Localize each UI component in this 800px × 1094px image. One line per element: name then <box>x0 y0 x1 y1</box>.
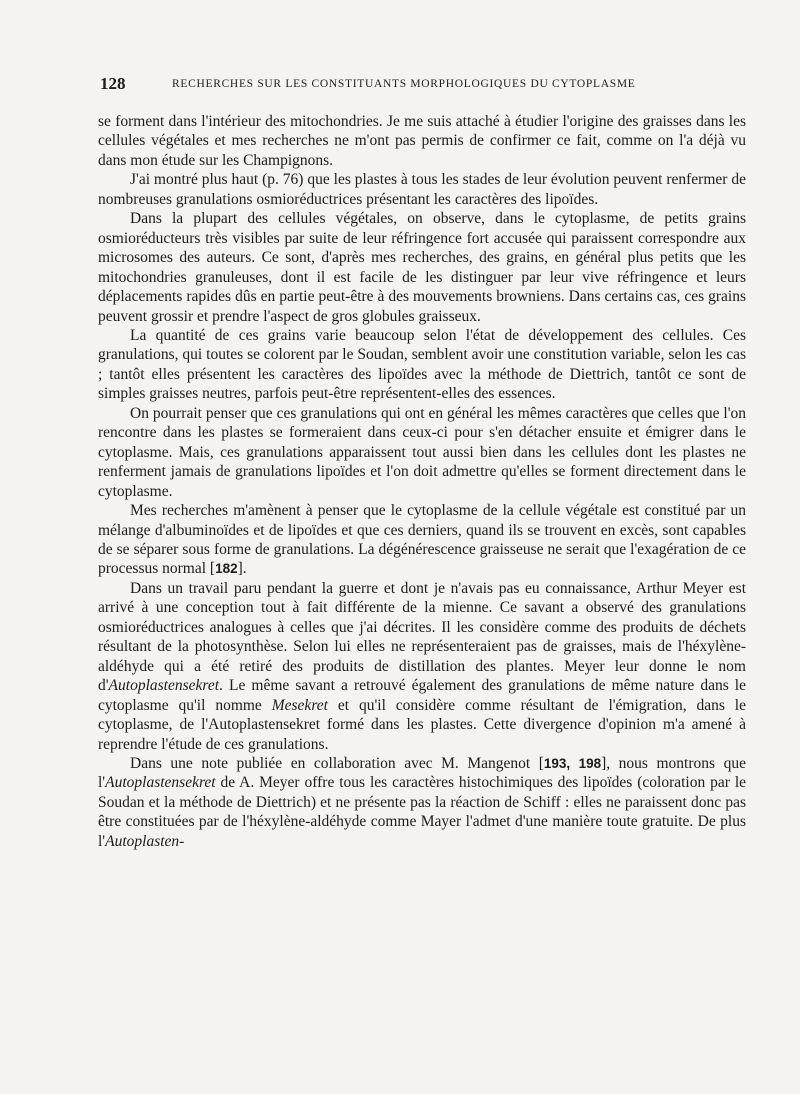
paragraph: La quantité de ces grains varie beaucoup selon l'état de développement des cellules. Ces granulations, qui toutes se colorent par le Soudan, semblent avoir une constitution variable, selon les cas ; tantôt elles présentent les caractères des lipoïdes avec la méthode de Diettrich, tantôt ce sont de simples graisses neutres, parfois peut-être représentent-elles des essences. <box>98 326 746 403</box>
paragraph <box>98 754 746 851</box>
paragraph <box>98 501 746 579</box>
body-text <box>98 112 746 851</box>
text-run: ], nous montrons que l' <box>98 754 746 792</box>
text-run: et qu'il considère comme résultant de l'émigration, dans le cytoplasme, de l'Autoplastensekret formé dans les plastes. Cette divergence d'opinion m'a amené à reprendre l'étude de ces granulations. <box>98 696 746 753</box>
text-run: Mes recherches m'amènent à penser que le cytoplasme de la cellule végétale est constitué par un mélange d'albuminoïdes et de lipoïdes et que ces derniers, quand ils se trouvent en excès, sont capables de se séparer sous forme de granulations. La dégénérescence graisseuse ne serait que l'exagération de ce processus normal [ <box>98 502 746 578</box>
text-run: ]. <box>237 560 247 578</box>
italic-term: Autoplastensekret <box>105 774 216 792</box>
text-run: . Le même savant a retrouvé également des granulations de même nature dans le cytoplasme qu'il nomme <box>98 677 746 714</box>
paragraph: Dans la plupart des cellules végétales, on observe, dans le cytoplasme, de petits grains osmioréducteurs très visibles par suite de leur réfringence fort accusée qui paraissent correspondre aux microsomes des auteurs. Ce sont, d'après mes recherches, des grains, en général plus petits que les mitochondries granuleuses, dont il est facile de les distinguer par leur vive réfringence et leurs déplacements rapides dûs en partie peut-être à des mouvements browniens. Dans certains cas, ces grains peuvent grossir et prendre l'aspect de gros globules graisseux. <box>98 210 746 325</box>
citation-ref: 182 <box>215 561 238 577</box>
citation-ref: 193, 198 <box>543 755 602 771</box>
paragraph <box>98 579 746 754</box>
page-number: 128 <box>100 74 126 93</box>
page-header <box>100 74 760 96</box>
paragraph: se forment dans l'intérieur des mitochondries. Je me suis attaché à étudier l'origine des graisses dans les cellules végétales et mes recherches ne m'ont pas permis de confirmer ce fait, comme on l'a déjà vu dans mon étude sur les Champignons. <box>98 113 746 169</box>
paragraph: On pourrait penser que ces granulations qui ont en général les mêmes caractères que celles que l'on rencontre dans les plastes se formeraient dans ceux-ci pour s'en détacher ensuite et émigrer dans le cytoplasme. Mais, ces granulations apparaissent tout aussi bien dans les cellules dont les plastes ne renferment jamais de granulations lipoïdes et l'on doit admettre qu'elles se forment directement dans le cytoplasme. <box>98 404 746 500</box>
italic-term: Autoplastensekret <box>108 677 220 695</box>
italic-term: Autoplasten- <box>105 832 185 850</box>
paragraph: J'ai montré plus haut (p. 76) que les plastes à tous les stades de leur évolution peuvent renfermer de nombreuses granulations osmioréductrices présentant les caractères des lipoïdes. <box>98 171 746 208</box>
italic-term: Mesekret <box>271 696 328 714</box>
running-title: RECHERCHES SUR LES CONSTITUANTS MORPHOLOGIQUES DU CYTOPLASME <box>172 78 636 90</box>
text-run: Dans un travail paru pendant la guerre et dont je n'avais pas eu connaissance, Arthur Meyer est arrivé à une conception tout à fait différente de la mienne. Ce savant a observé des granulations osmioréductrices analogues à celles que j'ai décrites. Il les considère comme des produits de déchets résultant de la photosynthèse. Selon lui elles ne représenteraient pas de graisses, mais de l'héxylène-aldéhyde qui a été retiré des produits de distillation des plantes. Meyer leur donne le nom d' <box>98 579 746 695</box>
text-run: Dans une note publiée en collaboration avec M. Mangenot [ <box>130 754 544 772</box>
text-run: de A. Meyer offre tous les caractères histochimiques des lipoïdes (coloration par le Soudan et la méthode de Diettrich) et ne présente pas la réaction de Schiff : elles ne paraissent donc pas être constituées par de l'héxylène-aldéhyde comme Mayer l'admet d'une manière toute gratuite. De plus l' <box>98 774 746 850</box>
